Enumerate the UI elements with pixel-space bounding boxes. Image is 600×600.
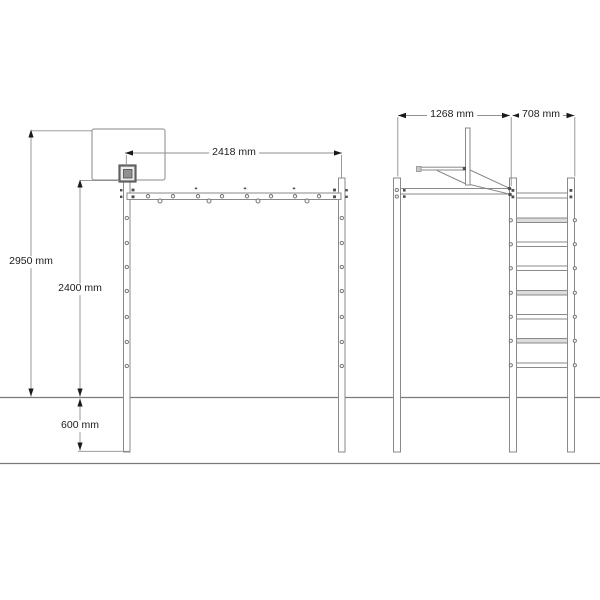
backboard-edge (466, 128, 471, 185)
mount-arm-upper (470, 170, 512, 190)
hoop-rim (418, 167, 466, 170)
dim-label-bar-height: 2400 mm (55, 283, 105, 295)
dim-label-side-span: 1268 mm (427, 109, 477, 121)
front-elevation (92, 129, 348, 452)
dimension-ladder-span (513, 113, 575, 177)
side-elevation (394, 128, 577, 452)
dimension-side-span (398, 113, 511, 186)
monkey-bar-beam (127, 193, 341, 200)
side-front-post (394, 178, 401, 452)
basketball-backboard-side (417, 128, 513, 196)
dim-label-front-width: 2418 mm (209, 147, 259, 159)
rim-brace (437, 171, 466, 185)
rim-hook (417, 167, 422, 172)
side-beam (401, 189, 510, 195)
ladder (517, 193, 568, 368)
backboard-bracket (120, 166, 136, 182)
dim-label-overall-height: 2950 mm (6, 256, 56, 268)
dim-label-underground-depth: 600 mm (58, 420, 102, 432)
dim-label-ladder-span: 708 mm (519, 109, 563, 121)
